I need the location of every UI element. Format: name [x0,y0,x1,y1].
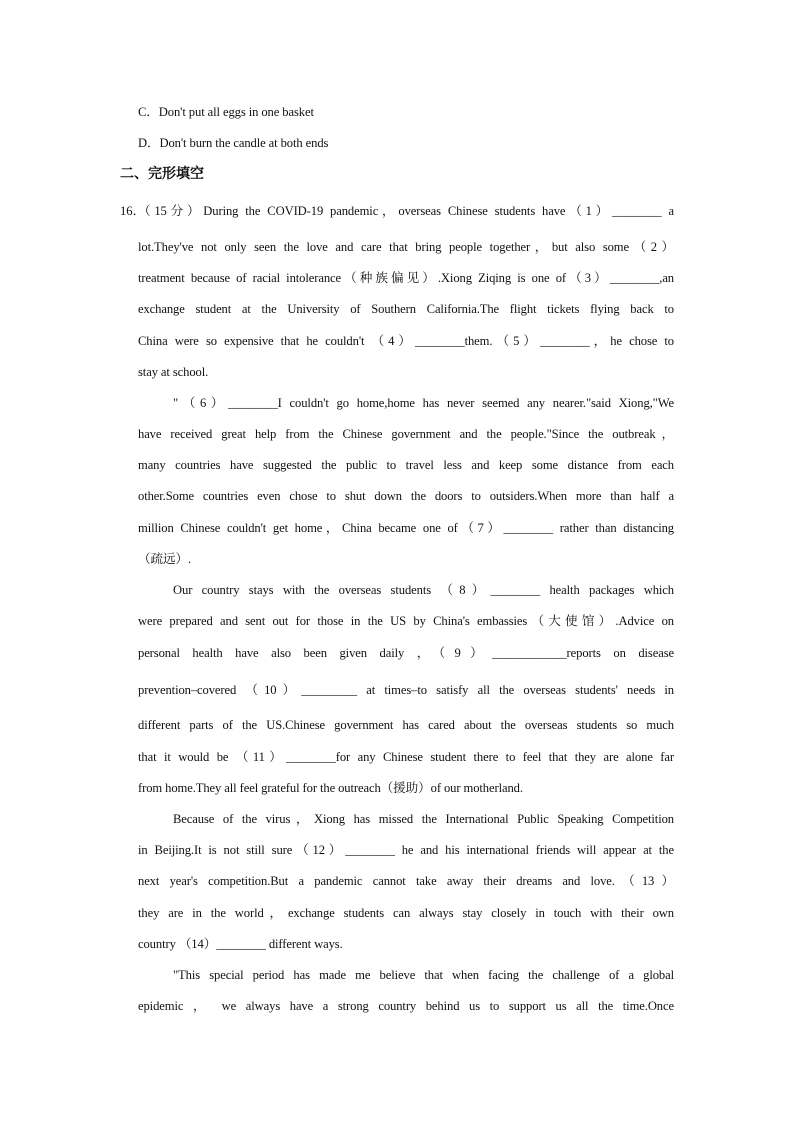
passage-line: in Beijing.It is not still sure（12）________ he and his international friends will appear at the [138,843,674,857]
passage-line: prevention–covered （10）_________ at times–to satisfy all the overseas students' needs in [138,683,674,697]
section-heading: 二、完形填空 [120,166,204,182]
passage-line: （15分）During the COVID-19 pandemic，overseas Chinese students have（1）________ a [138,204,674,218]
passage-line: treatment because of racial intolerance（种族偏见）.Xiong Ziqing is one of（3）________,an [138,271,674,285]
passage-line: next year's competition.But a pandemic cannot take away their dreams and love.（13） [138,874,674,888]
passage-line: Because of the virus，Xiong has missed the International Public Speaking Competition [173,812,674,826]
passage-line: million Chinese couldn't get home，China became one of（7）________ rather than distancing [138,521,674,535]
passage-line: from home.They all feel grateful for the outreach（援助）of our motherland. [138,781,523,795]
passage-line: lot.They've not only seen the love and care that bring people together，but also some（2） [138,240,674,254]
passage-line: stay at school. [138,365,209,379]
question-number: 16． [120,204,146,218]
passage-line: "This special period has made me believe that when facing the challenge of a global [173,968,674,982]
passage-line: different parts of the US.Chinese government has cared about the overseas students so much [138,718,674,732]
option-c: C．Don't put all eggs in one basket [138,105,314,119]
passage-line: have received great help from the Chinese government and the people."Since the outbreak， [138,427,674,441]
passage-line: many countries have suggested the public to travel less and keep some distance from each [138,458,674,472]
passage-line: epidemic ， we always have a strong country behind us to support us all the time.Once [138,999,674,1013]
passage-line: other.Some countries even chose to shut down the doors to outsiders.When more than half a [138,489,674,503]
option-d: D．Don't burn the candle at both ends [138,136,329,150]
passage-line: personal health have also been given daily ，（9）____________reports on disease [138,646,674,660]
passage-line: Our country stays with the overseas students （8）________ health packages which [173,583,674,597]
passage-line: that it would be （11）________for any Chinese student there to feel that they are alone far [138,750,674,764]
passage-line: they are in the world，exchange students can always stay closely in touch with their own [138,906,674,920]
passage-line: China were so expensive that he couldn't （4）________them.（5）________，he chose to [138,334,674,348]
passage-line: （疏远）. [138,552,192,566]
passage-line: were prepared and sent out for those in the US by China's embassies（大使馆）.Advice on [138,614,674,628]
passage-line: country （14）________ different ways. [138,937,343,951]
passage-line: "（6）________I couldn't go home,home has never seemed any nearer."said Xiong,"We [173,396,674,410]
passage-line: exchange student at the University of Southern California.The flight tickets flying back to [138,302,674,316]
